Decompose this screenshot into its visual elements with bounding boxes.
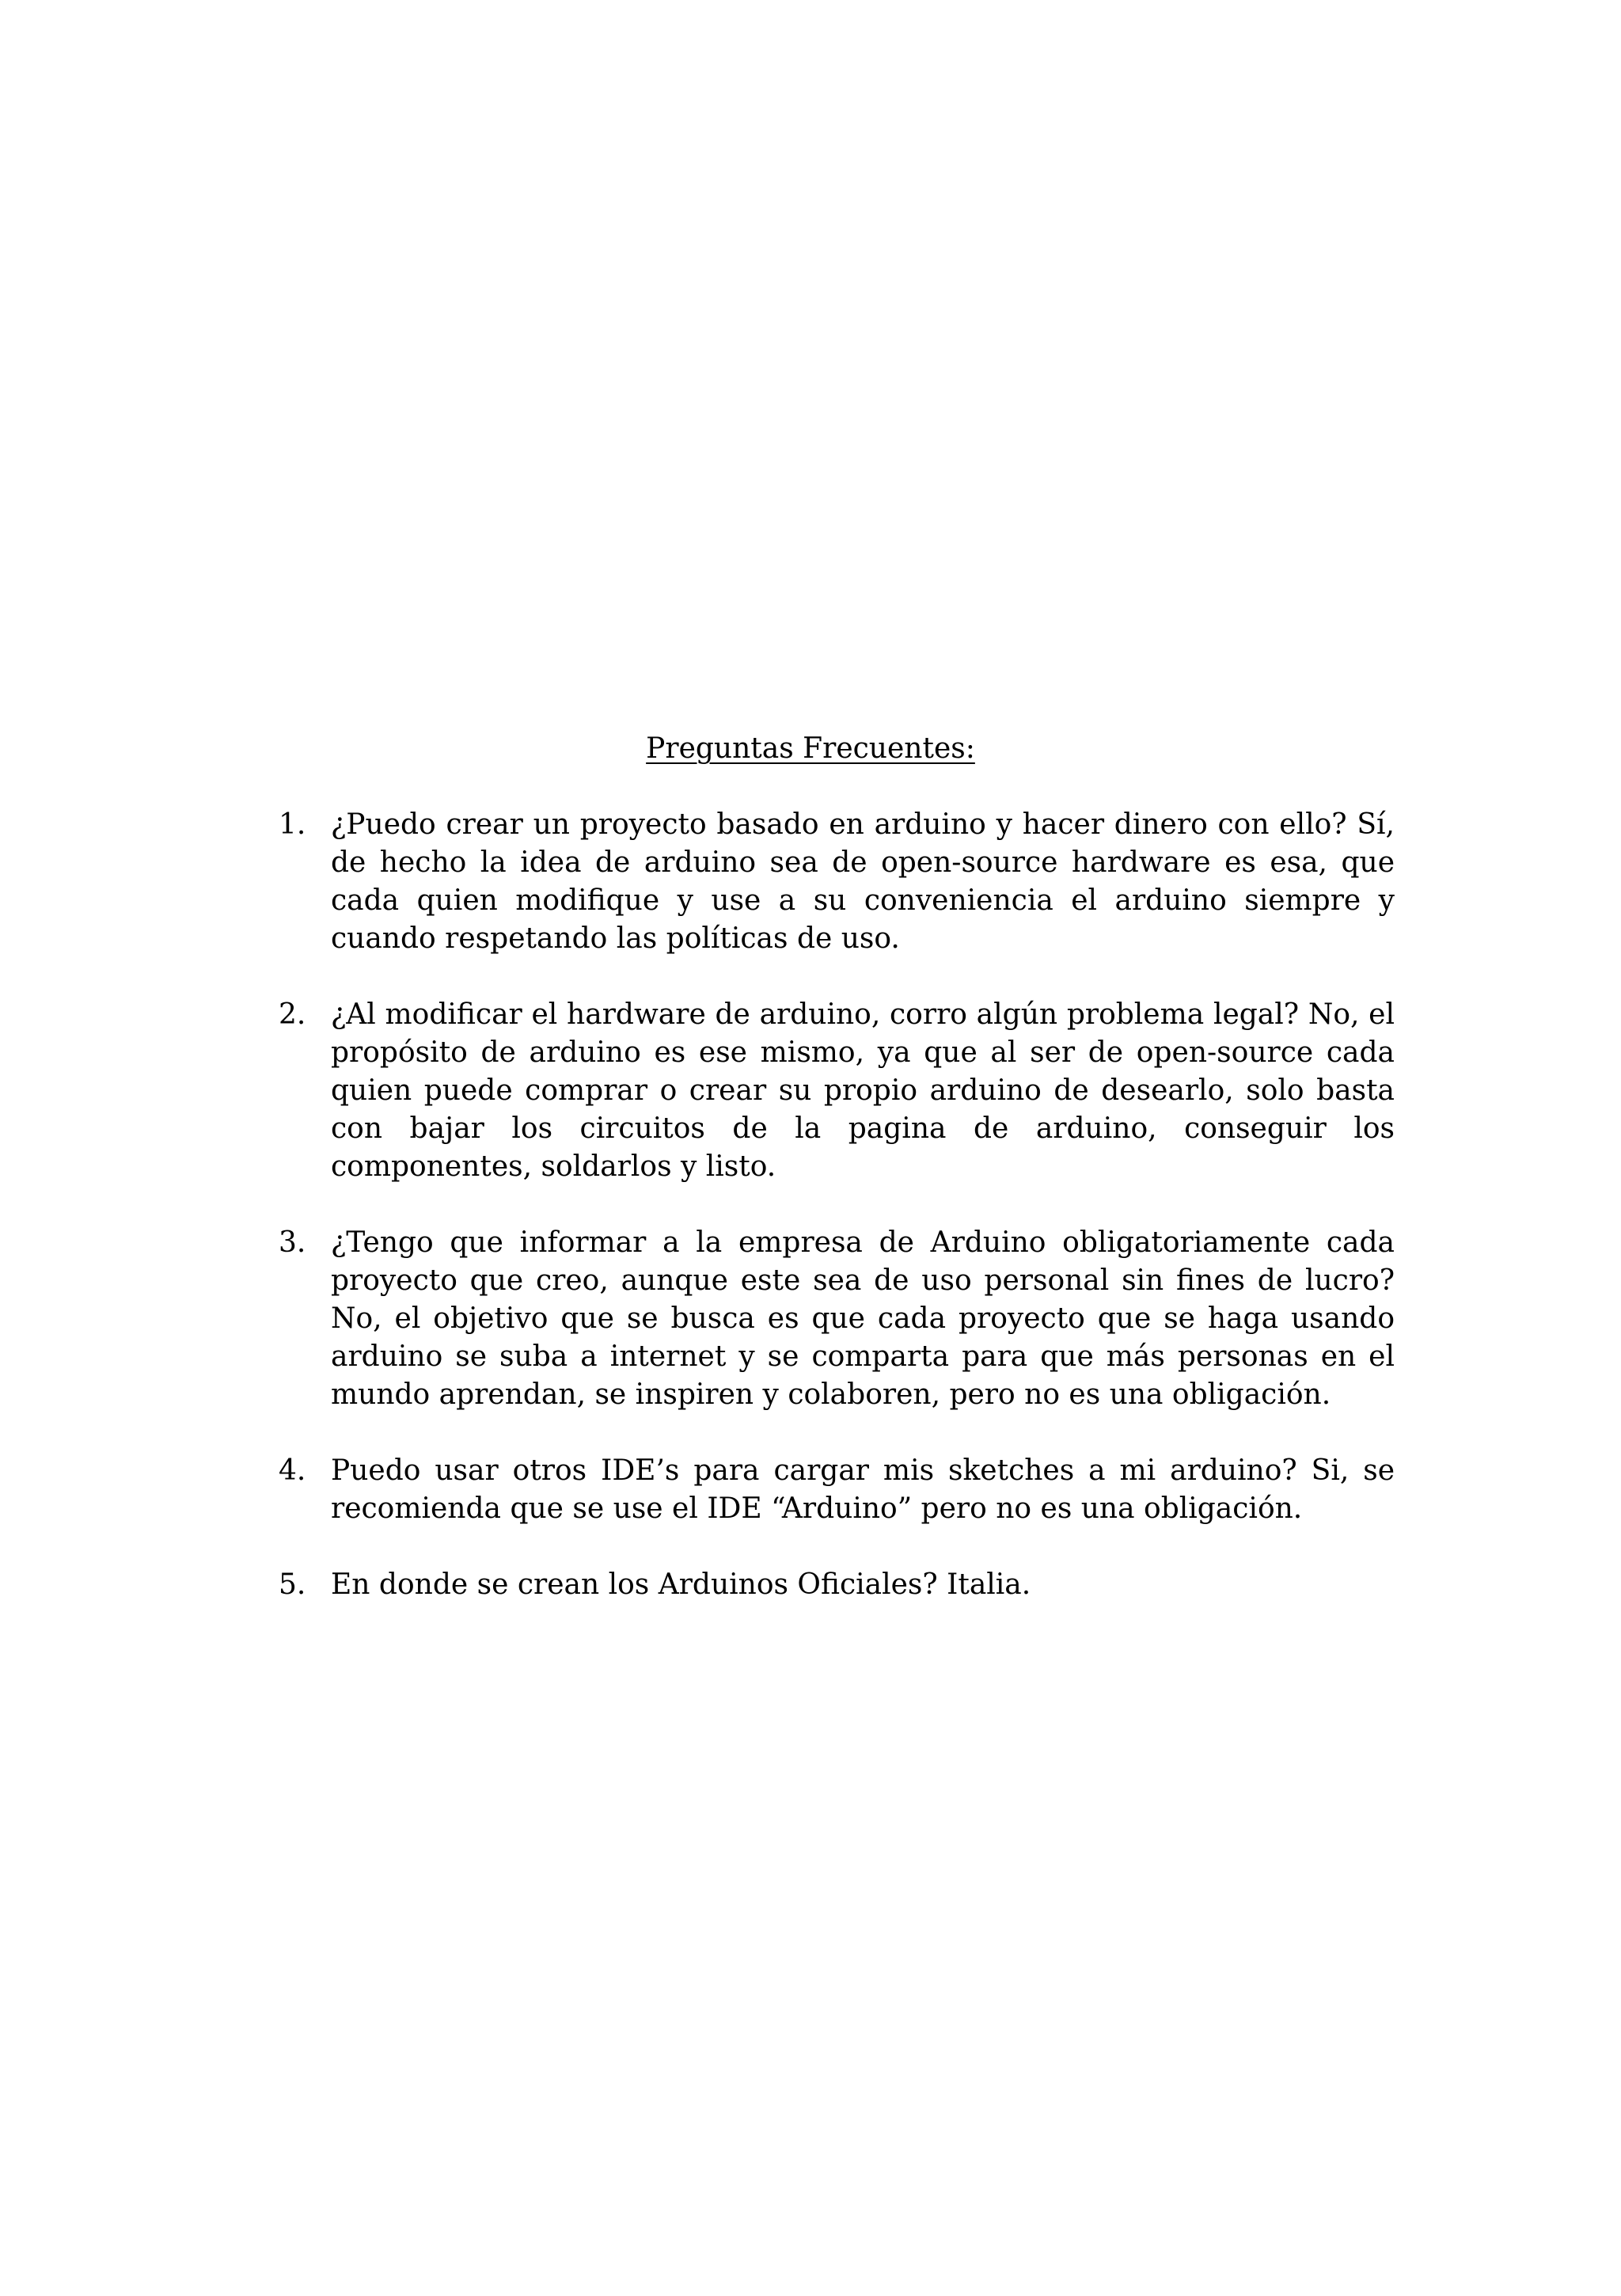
faq-item-5 — [279, 1566, 1395, 1604]
faq-text: ¿Tengo que informar a la empresa de Arduino obligatoriamente cada proyecto que creo, aunque este sea de uso personal sin fines de lucro? No, el objetivo que se busca es que cada proyecto que se haga usando arduino se suba a internet y se comparta para que más personas en el mundo aprendan, se inspiren y colaboren, pero no es una obligación. — [331, 1226, 1395, 1411]
faq-text: En donde se crean los Arduinos Oficiales? Italia. — [331, 1568, 1031, 1601]
page-title-text: Preguntas Frecuentes: — [646, 732, 975, 765]
faq-item-4 — [279, 1452, 1395, 1528]
faq-number: 5. — [279, 1568, 306, 1601]
faq-number: 1. — [279, 808, 306, 841]
faq-number: 3. — [279, 1226, 306, 1259]
faq-list — [279, 806, 1395, 1642]
faq-text: Puedo usar otros IDE’s para cargar mis sketches a mi arduino? Si, se recomienda que se use el IDE “Arduino” pero no es una obligación. — [331, 1454, 1395, 1525]
faq-item-3 — [279, 1224, 1395, 1414]
page-title — [0, 730, 1621, 768]
faq-number: 4. — [279, 1454, 306, 1487]
faq-text: ¿Al modificar el hardware de arduino, corro algún problema legal? No, el propósito de arduino es ese mismo, ya que al ser de open-source cada quien puede comprar o crear su propio arduino de desearlo, solo basta con bajar los circuitos de la pagina de arduino, conseguir los componentes, soldarlos y listo. — [331, 998, 1395, 1183]
faq-item-1 — [279, 806, 1395, 958]
faq-text: ¿Puedo crear un proyecto basado en arduino y hacer dinero con ello? Sí, de hecho la idea de arduino sea de open-source hardware es esa, que cada quien modifique y use a su conveniencia el arduino siempre y cuando respetando las políticas de uso. — [331, 808, 1395, 955]
faq-number: 2. — [279, 998, 306, 1031]
faq-item-2 — [279, 996, 1395, 1186]
